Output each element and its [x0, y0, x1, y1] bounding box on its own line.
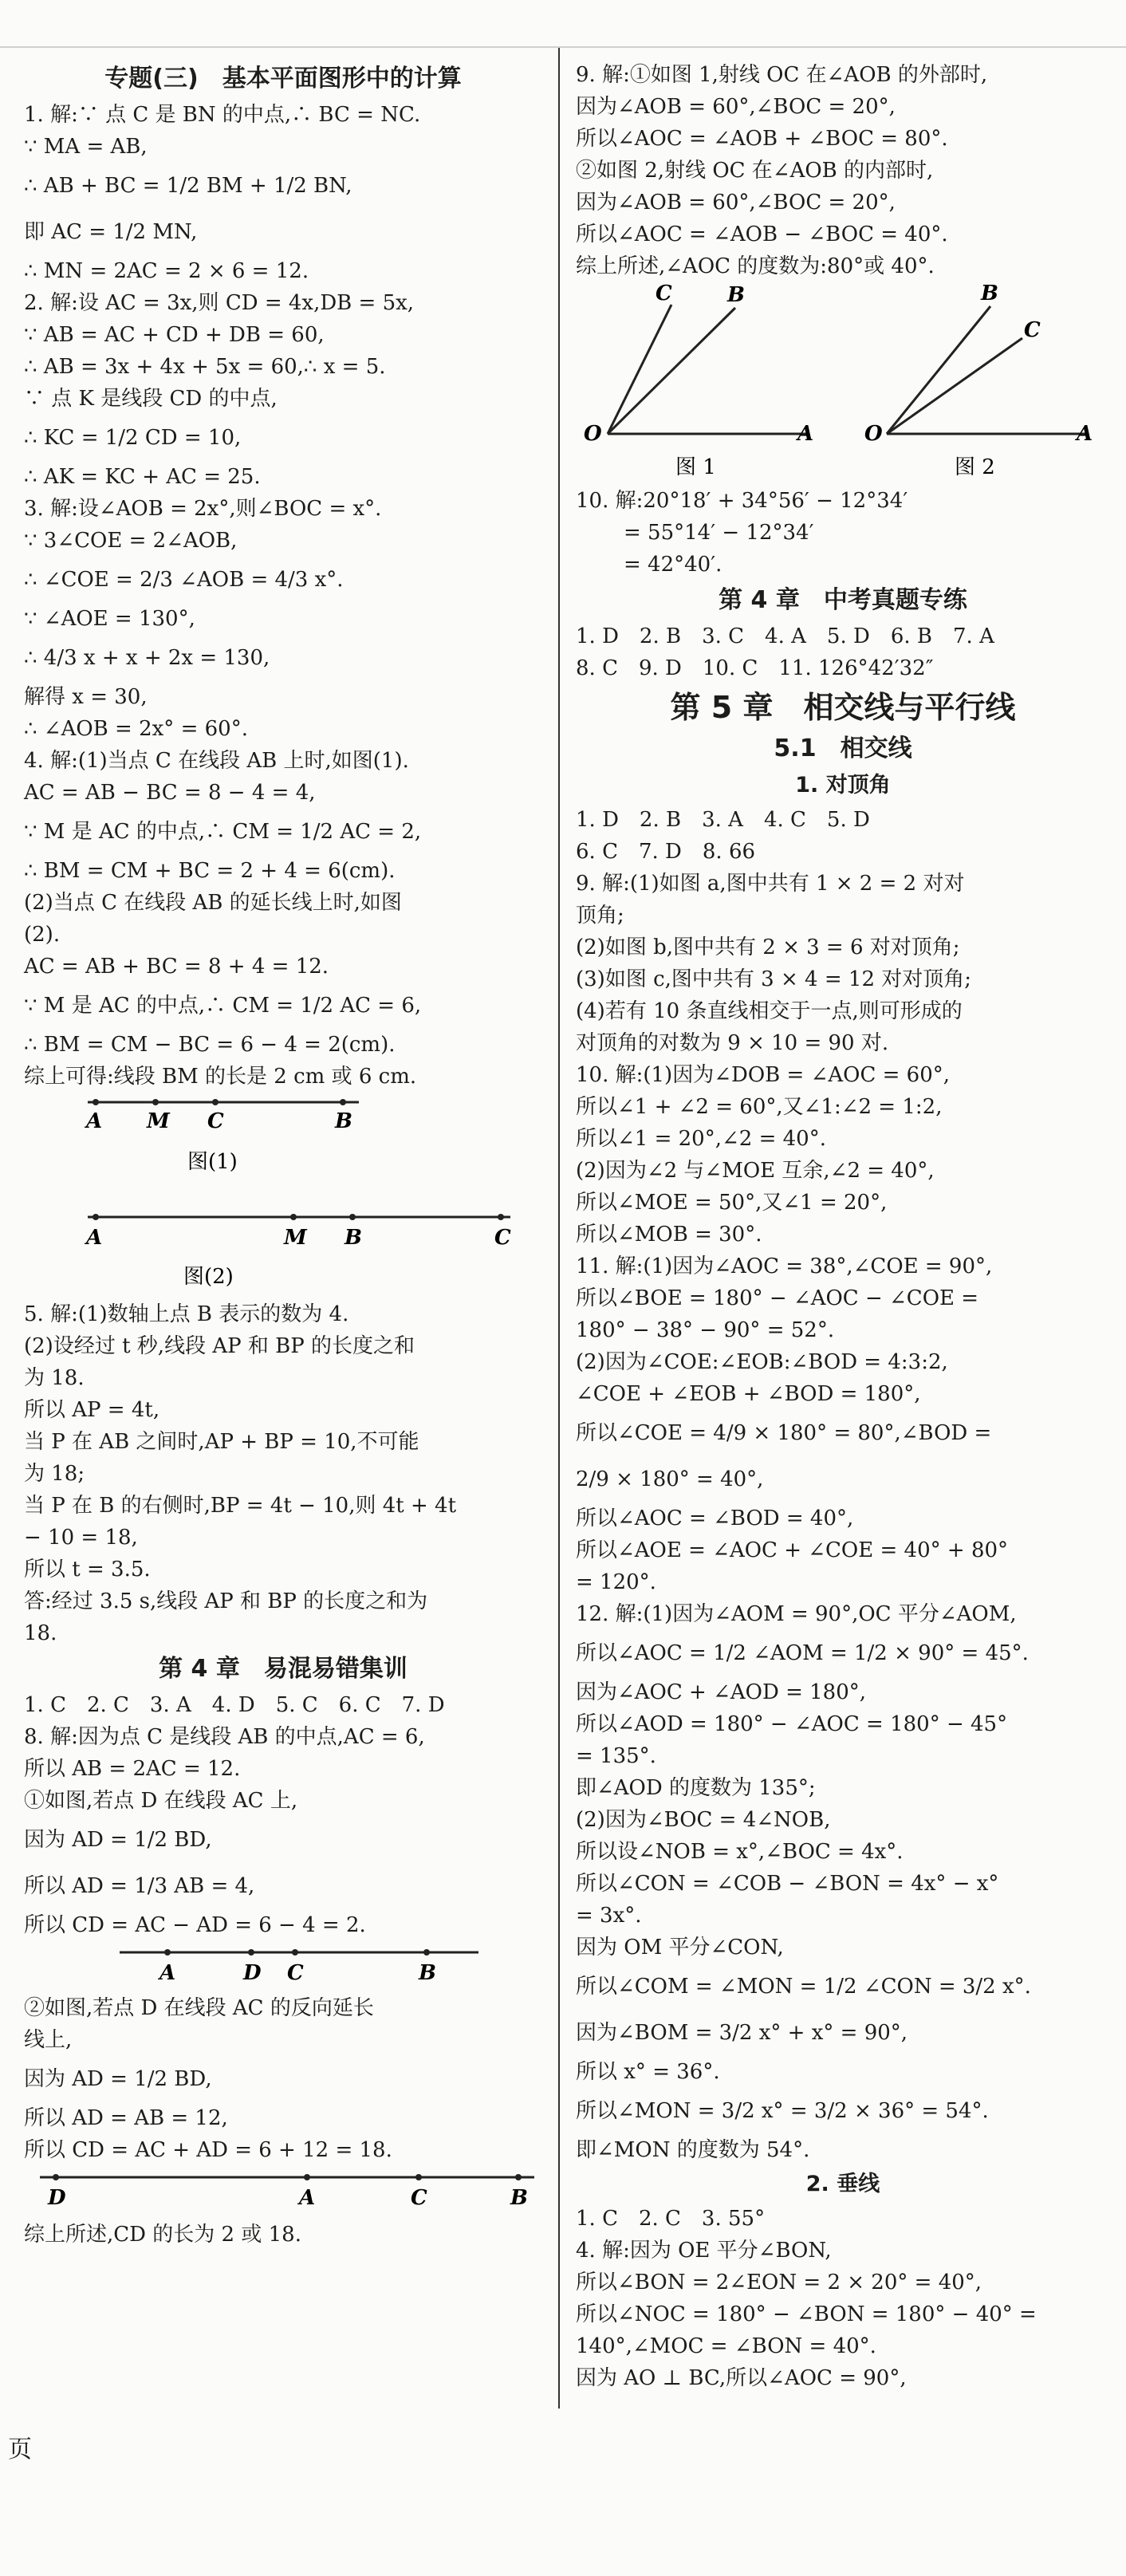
- solution-line: 140°,∠MOC = ∠BON = 40°.: [576, 2334, 876, 2358]
- point-c: [212, 1099, 219, 1105]
- answer-line: 1. D 2. B 3. C 4. A 5. D 6. B 7. A: [576, 624, 994, 648]
- question-8-part-2: [24, 1992, 542, 2166]
- left-column: [24, 59, 542, 2251]
- solution-line: 所以 AD = 1/3 AB = 4,: [24, 1874, 255, 1898]
- solution-line: ∵ M 是 AC 的中点,∴ CM = 1/2 AC = 6,: [24, 994, 422, 1018]
- solution-line: 4. 解:(1)当点 C 在线段 AB 上时,如图(1).: [24, 749, 409, 773]
- solution-line: − 10 = 18,: [24, 1526, 138, 1550]
- solution-line: 所以∠AOE = ∠AOC + ∠COE = 40° + 80°: [576, 1538, 1009, 1562]
- solution-line: 综上可得:线段 BM 的长是 2 cm 或 6 cm.: [24, 1065, 417, 1089]
- solution-line: 2/9 × 180° = 40°,: [576, 1467, 764, 1491]
- solution-line: 因为∠AOB = 60°,∠BOC = 20°,: [576, 191, 896, 215]
- solution-line: AC = AB − BC = 8 − 4 = 4,: [24, 781, 316, 805]
- solution-line: 所以∠NOC = 180° − ∠BON = 180° − 40° =: [576, 2302, 1037, 2326]
- solution-line: 当 P 在 B 的右侧时,BP = 4t − 10,则 4t + 4t: [24, 1494, 457, 1518]
- solution-line: 所以∠AOC = ∠BOD = 40°,: [576, 1507, 854, 1530]
- solution-line: 因为∠AOB = 60°,∠BOC = 20°,: [576, 95, 896, 119]
- answer-line: 1. D 2. B 3. A 4. C 5. D: [576, 808, 870, 832]
- solution-line: 2. 解:设 AC = 3x,则 CD = 4x,DB = 5x,: [24, 291, 415, 315]
- point-a: [93, 1099, 99, 1105]
- solution-line: 所以∠CON = ∠COB − ∠BON = 4x° − x°: [576, 1872, 999, 1896]
- figure-caption: 图(2): [183, 1265, 234, 1289]
- question-11: [576, 1251, 1110, 1598]
- solution-line: ∴ AB + BC = 1/2 BM + 1/2 BN,: [24, 174, 352, 198]
- label-o: O: [584, 422, 602, 446]
- ray-oc: [608, 305, 671, 434]
- solution-line: 10. 解:20°18′ + 34°56′ − 12°34′: [576, 489, 908, 513]
- point-m: [290, 1214, 297, 1220]
- solution-line: 所以∠COE = 4/9 × 180° = 80°,∠BOD =: [576, 1421, 992, 1445]
- solution-line: 4. 解:因为 OE 平分∠BON,: [576, 2239, 832, 2263]
- figure-caption: 图(1): [187, 1150, 238, 1174]
- point-b: [423, 1949, 430, 1956]
- solution-line: ①如图,若点 D 在线段 AC 上,: [24, 1789, 298, 1813]
- solution-line: 所以∠1 = 20°,∠2 = 40°.: [576, 1127, 826, 1151]
- solution-line: 即∠MON 的度数为 54°.: [576, 2138, 810, 2162]
- label-m: M: [284, 1226, 307, 1250]
- point-d: [248, 1949, 254, 1956]
- solution-line: AC = AB + BC = 8 + 4 = 12.: [24, 955, 329, 979]
- column-divider: [558, 48, 560, 2409]
- question-10b: [576, 1059, 1110, 1251]
- solution-line: 因为∠BOM = 3/2 x° + x° = 90°,: [576, 2021, 908, 2045]
- point-c: [415, 2174, 422, 2180]
- angle-figures: [576, 282, 1110, 485]
- solution-line: (2)因为∠COE:∠EOB:∠BOD = 4:3:2,: [576, 1350, 948, 1374]
- solution-line: 180° − 38° − 90° = 52°.: [576, 1318, 835, 1342]
- solution-line: (2)因为∠2 与∠MOE 互余,∠2 = 40°,: [576, 1159, 935, 1183]
- solution-line: 所以∠COM = ∠MON = 1/2 ∠CON = 3/2 x°.: [576, 1975, 1031, 1999]
- solution-line: = 55°14′ − 12°34′: [624, 521, 814, 545]
- solution-line: 11. 解:(1)因为∠AOC = 38°,∠COE = 90°,: [576, 1255, 993, 1278]
- question-9b: [576, 868, 1110, 1059]
- solution-line: (4)若有 10 条直线相交于一点,则可形成的: [576, 999, 963, 1023]
- answer-line: 1. C 2. C 3. 55°: [576, 2207, 766, 2231]
- solution-line: (2)当点 C 在线段 AB 的延长线上时,如图: [24, 891, 402, 915]
- segment-diagram-1: [24, 1093, 542, 1180]
- solution-line: 9. 解:①如图 1,射线 OC 在∠AOB 的外部时,: [576, 63, 988, 87]
- subsection-perpendicular-title: 2. 垂线: [805, 2172, 880, 2196]
- segment-figure-1: [24, 1093, 542, 1184]
- solution-line: ∵ M 是 AC 的中点,∴ CM = 1/2 AC = 2,: [24, 820, 422, 844]
- chapter5-title: 第 5 章 相交线与平行线: [670, 690, 1016, 725]
- solution-line: (2)设经过 t 秒,线段 AP 和 BP 的长度之和: [24, 1334, 415, 1358]
- label-b: B: [419, 1961, 436, 1985]
- topic-title: 专题(三) 基本平面图形中的计算: [104, 65, 462, 93]
- topic-solutions: [24, 99, 542, 1093]
- point-b: [340, 1099, 346, 1105]
- solution-line: = 120°.: [576, 1570, 656, 1594]
- solution-line: 所以∠AOC = ∠AOB − ∠BOC = 40°.: [576, 223, 948, 246]
- point-b: [349, 1214, 356, 1220]
- solution-line: 所以 CD = AC + AD = 6 + 12 = 18.: [24, 2138, 392, 2162]
- solution-line: 即∠AOD 的度数为 135°;: [576, 1776, 816, 1800]
- solution-line: ②如图,若点 D 在线段 AC 的反向延长: [24, 1996, 374, 2020]
- answer-line: 1. C 2. C 3. A 4. D 5. C 6. C 7. D: [24, 1693, 445, 1717]
- subsection-vertical-angles-title: 1. 对顶角: [795, 773, 891, 798]
- point-m: [152, 1099, 159, 1105]
- question-8: [24, 1721, 542, 1941]
- solution-line: ∴ AK = KC + AC = 25.: [24, 465, 261, 489]
- solution-line: 9. 解:(1)如图 a,图中共有 1 × 2 = 2 对对: [576, 872, 965, 896]
- solution-line: 所以 AD = AB = 12,: [24, 2106, 228, 2130]
- solution-line: 对顶角的对数为 9 × 10 = 90 对.: [576, 1031, 889, 1055]
- solution-line: 线上,: [24, 2028, 73, 2052]
- label-c: C: [287, 1961, 304, 1985]
- solution-line: ∵ ∠AOE = 130°,: [24, 607, 195, 631]
- label-c: C: [1024, 318, 1041, 342]
- solution-line: ∵ AB = AC + CD + DB = 60,: [24, 323, 325, 347]
- solution-line: 所以∠MOB = 30°.: [576, 1223, 762, 1247]
- segment-figure-4: [24, 2166, 542, 2219]
- solution-line: 1. 解:∵ 点 C 是 BN 的中点,∴ BC = NC.: [24, 103, 421, 127]
- solution-line: = 3x°.: [576, 1904, 642, 1928]
- label-a: A: [86, 1226, 103, 1250]
- solution-line: ∵ MA = AB,: [24, 135, 148, 159]
- solution-line: ∠COE + ∠EOB + ∠BOD = 180°,: [576, 1382, 921, 1406]
- solution-line: 所以∠1 + ∠2 = 60°,又∠1:∠2 = 1:2,: [576, 1095, 943, 1119]
- solution-line: ∴ ∠COE = 2/3 ∠AOB = 4/3 x°.: [24, 568, 344, 592]
- solution-line: ∴ BM = CM + BC = 2 + 4 = 6(cm).: [24, 859, 396, 883]
- solution-line: 所以 AB = 2AC = 12.: [24, 1757, 241, 1781]
- solution-line: ②如图 2,射线 OC 在∠AOB 的内部时,: [576, 159, 934, 183]
- point-a: [164, 1949, 171, 1956]
- solution-line: 所以∠BOE = 180° − ∠AOC − ∠COE =: [576, 1286, 979, 1310]
- label-c: C: [656, 282, 672, 305]
- label-b: B: [510, 2186, 528, 2210]
- section-5-1-title: 5.1 相交线: [774, 735, 912, 762]
- solution-line: 所以 t = 3.5.: [24, 1558, 151, 1581]
- solution-line: 12. 解:(1)因为∠AOM = 90°,OC 平分∠AOM,: [576, 1602, 1017, 1626]
- angle-diagrams: [576, 282, 1110, 482]
- solution-line: 所以 x° = 36°.: [576, 2060, 720, 2084]
- label-c: C: [411, 2186, 427, 2210]
- solution-line: (3)如图 c,图中共有 3 × 4 = 12 对对顶角;: [576, 967, 972, 991]
- label-a: A: [299, 2186, 316, 2210]
- solution-line: ∵ 点 K 是线段 CD 的中点,: [24, 387, 278, 411]
- label-a: A: [1077, 422, 1093, 446]
- question-10: [576, 485, 1110, 581]
- ray-oc: [887, 338, 1022, 434]
- label-c: C: [494, 1226, 511, 1250]
- point-d: [53, 2174, 59, 2180]
- question-9: [576, 59, 1110, 282]
- solution-line: (2).: [24, 923, 61, 947]
- solution-line: 因为 OM 平分∠CON,: [576, 1936, 784, 1960]
- point-c: [292, 1949, 298, 1956]
- point-c: [498, 1214, 504, 1220]
- solution-line: 所以 CD = AC − AD = 6 − 4 = 2.: [24, 1913, 366, 1937]
- label-a: A: [86, 1109, 103, 1133]
- solution-line: 综上所述,∠AOC 的度数为:80°或 40°.: [576, 254, 935, 278]
- segment-figure-3: [24, 1941, 542, 1992]
- solution-line: 综上所述,CD 的长为 2 或 18.: [24, 2223, 301, 2247]
- solution-line: 因为 AO ⊥ BC,所以∠AOC = 90°,: [576, 2366, 907, 2390]
- solution-line: 所以∠AOC = 1/2 ∠AOM = 1/2 × 90° = 45°.: [576, 1641, 1029, 1665]
- chapter4-mistakes-title: 第 4 章 易混易错集训: [159, 1655, 407, 1683]
- chapter4-exam-title: 第 4 章 中考真题专练: [719, 586, 967, 614]
- solution-line: 顶角;: [576, 904, 624, 928]
- angle-figure-1: [584, 282, 813, 479]
- label-c: C: [207, 1109, 224, 1133]
- label-b: B: [727, 283, 745, 307]
- label-b: B: [344, 1226, 362, 1250]
- solution-line: = 135°.: [576, 1744, 656, 1768]
- solution-line: 所以∠BON = 2∠EON = 2 × 20° = 40°,: [576, 2271, 982, 2294]
- solution-line: (2)因为∠BOC = 4∠NOB,: [576, 1808, 831, 1832]
- solution-line: ∴ ∠AOB = 2x° = 60°.: [24, 717, 248, 741]
- solution-line: 所以 AP = 4t,: [24, 1398, 160, 1422]
- solution-line: 所以设∠NOB = x°,∠BOC = 4x°.: [576, 1840, 904, 1864]
- solution-line: ∴ 4/3 x + x + 2x = 130,: [24, 646, 270, 670]
- point-a: [93, 1214, 99, 1220]
- label-d: D: [243, 1961, 262, 1985]
- segment-figure-2: [24, 1184, 542, 1298]
- label-a: A: [797, 422, 814, 446]
- label-o: O: [864, 422, 883, 446]
- figure-caption: 图 2: [955, 455, 995, 479]
- segment-diagram-3: [24, 1941, 542, 1989]
- segment-diagram-2: [24, 1184, 542, 1295]
- question-12: [576, 1598, 1110, 2166]
- solution-line: 因为 AD = 1/2 BD,: [24, 2067, 212, 2091]
- solution-line: 所以∠AOD = 180° − ∠AOC = 180° − 45°: [576, 1712, 1008, 1736]
- solution-line: 所以∠MOE = 50°,又∠1 = 20°,: [576, 1191, 888, 1215]
- solution-line: 18.: [24, 1621, 57, 1645]
- solution-line: 所以∠AOC = ∠AOB + ∠BOC = 80°.: [576, 127, 948, 151]
- solution-line: ∴ KC = 1/2 CD = 10,: [24, 426, 242, 450]
- label-b: B: [981, 282, 998, 305]
- top-rule: [0, 46, 1126, 48]
- solution-line: 因为 AD = 1/2 BD,: [24, 1828, 212, 1852]
- solution-line: 答:经过 3.5 s,线段 AP 和 BP 的长度之和为: [24, 1589, 428, 1613]
- solution-line: 解得 x = 30,: [24, 685, 148, 709]
- solution-line: 为 18;: [24, 1462, 85, 1486]
- answer-line: 8. C 9. D 10. C 11. 126°42′32″: [576, 656, 934, 680]
- solution-line: = 42°40′.: [624, 553, 722, 577]
- solution-line: ∵ 3∠COE = 2∠AOB,: [24, 529, 238, 553]
- solution-line: 即 AC = 1/2 MN,: [24, 220, 198, 244]
- solution-line: 当 P 在 AB 之间时,AP + BP = 10,不可能: [24, 1430, 419, 1454]
- solution-line: 5. 解:(1)数轴上点 B 表示的数为 4.: [24, 1302, 349, 1326]
- label-d: D: [48, 2186, 66, 2210]
- point-a: [304, 2174, 310, 2180]
- solution-line: ∴ AB = 3x + 4x + 5x = 60,∴ x = 5.: [24, 355, 386, 379]
- label-b: B: [335, 1109, 352, 1133]
- solution-line: 为 18.: [24, 1366, 85, 1390]
- solution-line: 所以∠MON = 3/2 x° = 3/2 × 36° = 54°.: [576, 2099, 989, 2123]
- solution-line: 8. 解:因为点 C 是线段 AB 的中点,AC = 6,: [24, 1725, 425, 1749]
- question-5: [24, 1298, 542, 1649]
- solution-line: ∴ MN = 2AC = 2 × 6 = 12.: [24, 259, 309, 283]
- solution-line: 因为∠AOC + ∠AOD = 180°,: [576, 1680, 867, 1704]
- ray-ob: [608, 308, 735, 434]
- solution-line: ∴ BM = CM − BC = 6 − 4 = 2(cm).: [24, 1033, 396, 1057]
- question-4-perpendicular: [576, 2235, 1110, 2394]
- ray-ob: [887, 306, 990, 434]
- label-a: A: [159, 1961, 176, 1985]
- answer-line: 6. C 7. D 8. 66: [576, 840, 756, 864]
- solution-line: 10. 解:(1)因为∠DOB = ∠AOC = 60°,: [576, 1063, 951, 1087]
- figure-caption: 图 1: [675, 455, 716, 479]
- label-m: M: [147, 1109, 170, 1133]
- point-b: [515, 2174, 522, 2180]
- page-footer-char: 页: [8, 2436, 32, 2464]
- angle-figure-2: [864, 282, 1093, 479]
- segment-diagram-4: [24, 2166, 542, 2216]
- solution-line: 3. 解:设∠AOB = 2x°,则∠BOC = x°.: [24, 497, 382, 521]
- right-column: [576, 59, 1110, 2394]
- solution-line: (2)如图 b,图中共有 2 × 3 = 6 对对顶角;: [576, 935, 960, 959]
